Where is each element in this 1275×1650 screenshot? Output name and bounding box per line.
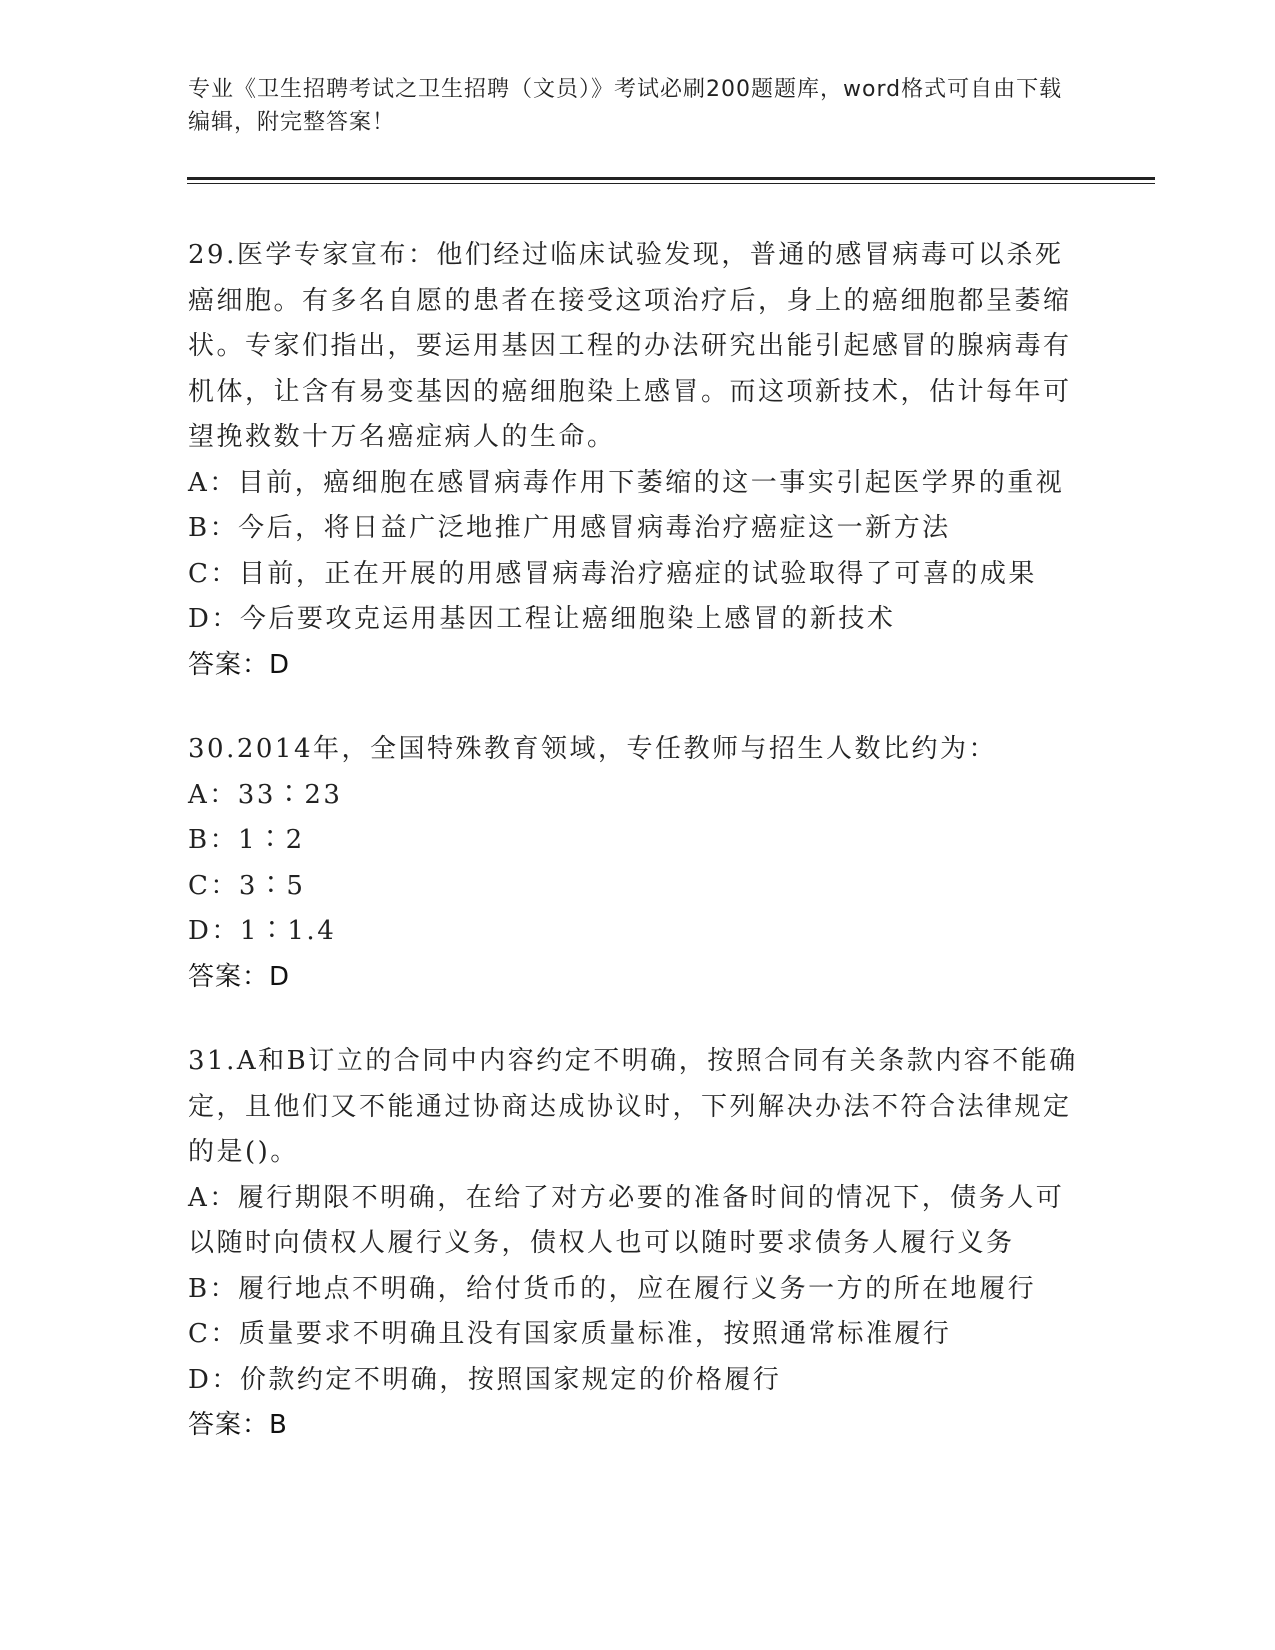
question-stem: 31.A和B订立的合同中内容约定不明确，按照合同有关条款内容不能确定，且他们又不能通过协商达成协议时，下列解决办法不符合法律规定的是()。 (188, 1046, 1078, 1167)
option-c: C：质量要求不明确且没有国家质量标准，按照通常标准履行 (188, 1319, 952, 1349)
question-31 (188, 1039, 1078, 1449)
option-a: A：33∶23 (188, 779, 343, 810)
option-b: B：履行地点不明确，给付货币的，应在履行义务一方的所在地履行 (188, 1273, 1037, 1304)
answer-line: 答案：D (188, 961, 291, 992)
option-c: C：目前，正在开展的用感冒病毒治疗癌症的试验取得了可喜的成果 (188, 558, 1037, 589)
question-30 (188, 727, 1078, 1000)
header-rule-thick (187, 177, 1155, 180)
option-c: C：3∶5 (188, 870, 306, 901)
question-stem: 29.医学专家宣布：他们经过临床试验发现，普通的感冒病毒可以杀死癌细胞。有多名自愿的患者在接受这项治疗后，身上的癌细胞都呈萎缩状。专家们指出，要运用基因工程的办法研究出能引起感冒的腺病毒有机体，让含有易变基因的癌细胞染上感冒。而这项新技术，估计每年可望挽救数十万名癌症病人的生命。 (188, 240, 1072, 452)
option-d: D：价款约定不明确，按照国家规定的价格履行 (188, 1364, 782, 1395)
option-a: A：履行期限不明确，在给了对方必要的准备时间的情况下，债务人可以随时向债权人履行义务，债权人也可以随时要求债务人履行义务 (188, 1182, 1065, 1258)
option-b: B：1∶2 (188, 825, 305, 855)
header-rule-thin (187, 183, 1155, 184)
answer-line: 答案：B (188, 1410, 288, 1440)
question-29 (188, 233, 1078, 688)
option-d: D：今后要攻克运用基因工程让癌细胞染上感冒的新技术 (188, 604, 896, 634)
option-a: A：目前，癌细胞在感冒病毒作用下萎缩的这一事实引起医学界的重视 (188, 467, 1065, 498)
document-header: 专业《卫生招聘考试之卫生招聘（文员）》考试必刷200题题库，word格式可自由下载编辑，附完整答案！ (188, 77, 1063, 135)
answer-line: 答案：D (188, 649, 291, 680)
option-b: B：今后，将日益广泛地推广用感冒病毒治疗癌症这一新方法 (188, 513, 951, 543)
option-d: D：1∶1.4 (188, 916, 337, 946)
question-stem: 30.2014年，全国特殊教育领域，专任教师与招生人数比约为： (188, 734, 998, 764)
question-list (188, 233, 1078, 1488)
